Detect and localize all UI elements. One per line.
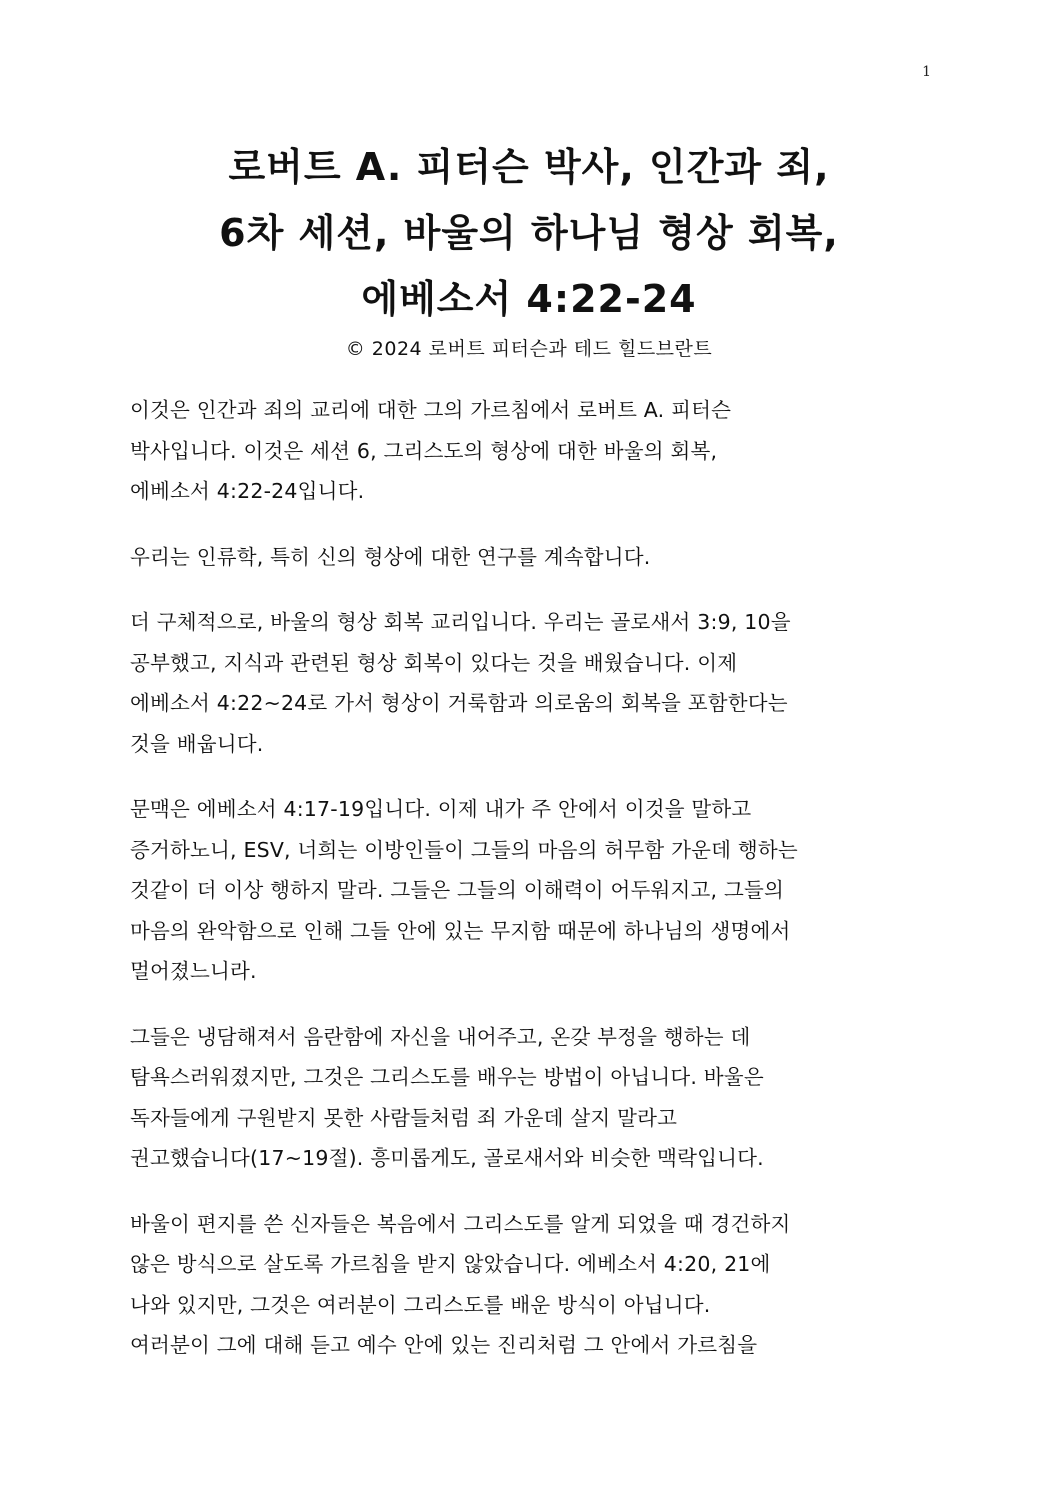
text-line: 것을 배웁니다. (130, 731, 264, 756)
paragraph (130, 602, 930, 764)
text-line: 우리는 인류학, 특히 신의 형상에 대한 연구를 계속합니다. (130, 544, 651, 569)
text-line: 여러분이 그에 대해 듣고 예수 안에 있는 진리처럼 그 안에서 가르침을 (130, 1333, 758, 1357)
text-line: 공부했고, 지식과 관련된 형상 회복이 있다는 것을 배웠습니다. 이제 (130, 650, 738, 675)
paragraph (130, 789, 930, 992)
text-line: 그들은 냉담해져서 음란함에 자신을 내어주고, 온갖 부정을 행하는 데 (130, 1024, 751, 1049)
text-line: 않은 방식으로 살도록 가르침을 받지 않았습니다. 에베소서 4:20, 21에 (130, 1252, 771, 1276)
text-line: 에베소서 4:22-24입니다. (130, 479, 365, 503)
text-line: 바울이 편지를 쓴 신자들은 복음에서 그리스도를 알게 되었을 때 경건하지 (130, 1211, 791, 1236)
text-line: 마음의 완악함으로 인해 그들 안에 있는 무지함 때문에 하나님의 생명에서 (130, 918, 791, 943)
text-line: 나와 있지만, 그것은 여러분이 그리스도를 배운 방식이 아닙니다. (130, 1292, 711, 1317)
text-line: 멀어졌느니라. (130, 959, 257, 983)
text-line: 이것은 인간과 죄의 교리에 대한 그의 가르침에서 로버트 A. 피터슨 (130, 398, 732, 422)
title-line: 에베소서 4:22-24 (361, 277, 697, 321)
title-line: 로버트 A. 피터슨 박사, 인간과 죄, (228, 145, 830, 189)
text-line: 에베소서 4:22~24로 가서 형상이 거룩함과 의로움의 회복을 포함한다는 (130, 691, 788, 715)
text-line: 것같이 더 이상 행하지 말라. 그들은 그들의 이해력이 어두워지고, 그들의 (130, 878, 784, 902)
page-number: 1 (922, 64, 931, 80)
paragraph (130, 390, 930, 512)
paragraph (130, 1204, 930, 1366)
body-text (130, 390, 930, 1391)
title-block (100, 134, 958, 361)
text-line: 권고했습니다(17~19절). 흥미롭게도, 골로새서와 비슷한 맥락입니다. (130, 1146, 764, 1170)
text-line: 더 구체적으로, 바울의 형상 회복 교리입니다. 우리는 골로새서 3:9, 10을 (130, 610, 791, 634)
text-line: 독자들에게 구원받지 못한 사람들처럼 죄 가운데 살지 말라고 (130, 1105, 678, 1130)
copyright-notice: © 2024 로버트 피터슨과 테드 힐드브란트 (345, 338, 713, 360)
text-line: 탐욕스러워졌지만, 그것은 그리스도를 배우는 방법이 아닙니다. 바울은 (130, 1065, 764, 1089)
text-line: 박사입니다. 이것은 세션 6, 그리스도의 형상에 대한 바울의 회복, (130, 438, 718, 463)
title-line: 6차 세션, 바울의 하나님 형상 회복, (219, 211, 839, 255)
text-line: 문맥은 에베소서 4:17-19입니다. 이제 내가 주 안에서 이것을 말하고 (130, 797, 752, 821)
paragraph (130, 537, 930, 578)
text-line: 증거하노니, ESV, 너희는 이방인들이 그들의 마음의 허무함 가운데 행하는 (130, 837, 798, 862)
paragraph (130, 1017, 930, 1179)
